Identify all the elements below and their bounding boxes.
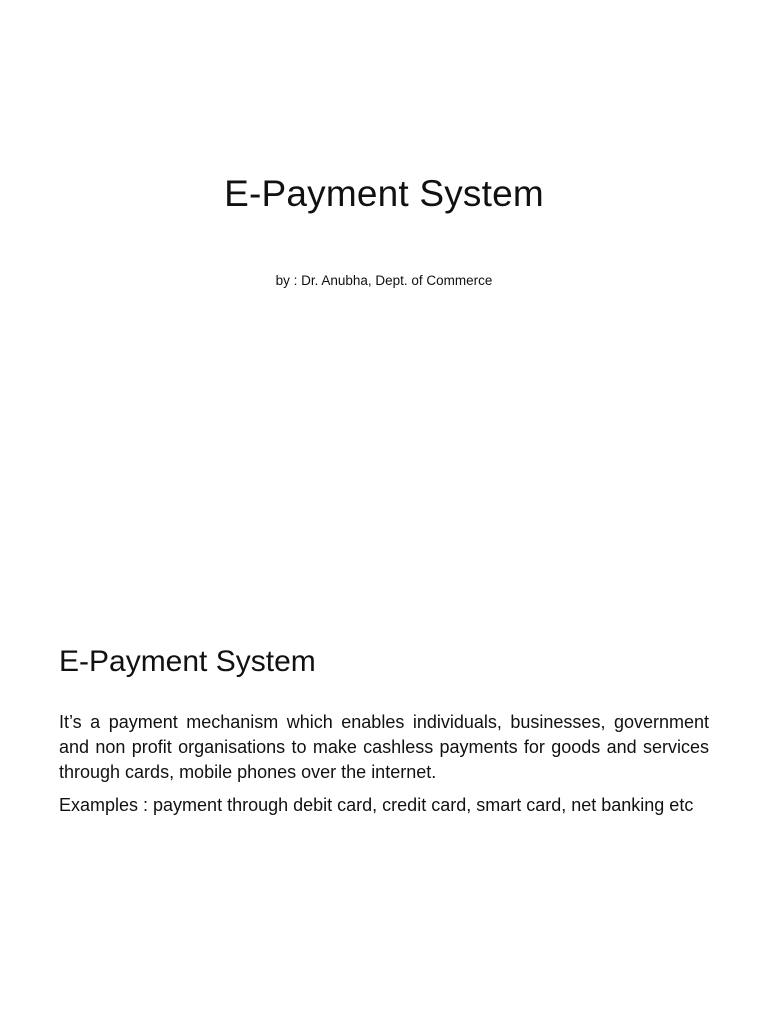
- content-slide: [0, 512, 768, 1024]
- slide-heading: E-Payment System: [59, 645, 316, 678]
- definition-paragraph: It’s a payment mechanism which enables individuals, businesses, government and non profit organisations to make cashless payments for goods and services through cards, mobile phones over the internet.: [59, 712, 709, 782]
- slide-body: [59, 710, 709, 826]
- slide-title: E-Payment System: [224, 173, 544, 214]
- examples-paragraph: Examples : payment through debit card, credit card, smart card, net banking etc: [59, 795, 694, 815]
- slide-subtitle: by : Dr. Anubha, Dept. of Commerce: [275, 273, 493, 288]
